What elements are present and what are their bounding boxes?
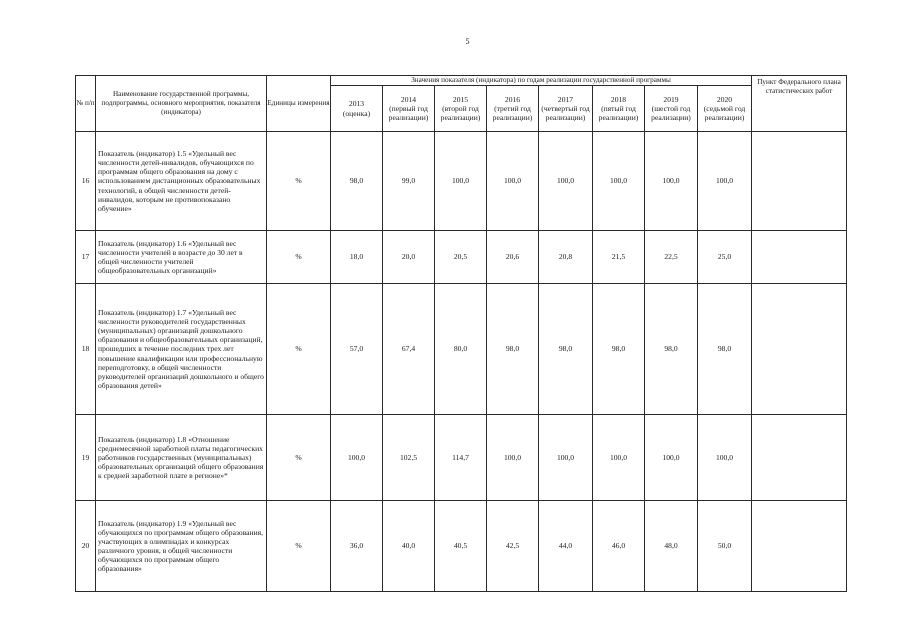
unit-cell: % [267, 231, 331, 284]
value-cell: 18,0 [331, 231, 383, 284]
header-values-group: Значения показателя (индикатора) по годам реализации государственной программы [331, 76, 752, 86]
plan-cell [752, 501, 847, 592]
plan-cell [752, 415, 847, 501]
value-cell: 100,0 [487, 132, 539, 231]
value-cell: 98,0 [698, 284, 752, 415]
table-row [76, 284, 847, 415]
value-cell: 98,0 [593, 284, 645, 415]
value-cell: 98,0 [645, 284, 698, 415]
indicator-name: Показатель (индикатор) 1.6 «Удельный вес численности учителей в возрасте до 30 лет в общей численности учителей общеобразовательных организаций» [96, 231, 267, 284]
value-cell: 99,0 [383, 132, 435, 231]
header-year-2014: 2014 (первый год реализации) [383, 86, 435, 132]
value-cell: 46,0 [593, 501, 645, 592]
page-number: 5 [465, 37, 470, 46]
indicator-name: Показатель (индикатор) 1.8 «Отношение среднемесячной заработной платы педагогических работников государственных (муниципальных) образовательных организаций общего образования к средней заработной плате в регионе»* [96, 415, 267, 501]
value-cell: 42,5 [487, 501, 539, 592]
table-row [76, 415, 847, 501]
value-cell: 20,8 [539, 231, 593, 284]
value-cell: 20,6 [487, 231, 539, 284]
row-number: 19 [76, 415, 96, 501]
value-cell: 40,5 [435, 501, 487, 592]
value-cell: 100,0 [539, 132, 593, 231]
value-cell: 20,0 [383, 231, 435, 284]
value-cell: 100,0 [698, 132, 752, 231]
value-cell: 100,0 [435, 132, 487, 231]
value-cell: 100,0 [593, 132, 645, 231]
header-year-2017: 2017 (четвертый год реализации) [539, 86, 593, 132]
header-year-2019: 2019 (шестой год реализации) [645, 86, 698, 132]
value-cell: 25,0 [698, 231, 752, 284]
value-cell: 20,5 [435, 231, 487, 284]
value-cell: 21,5 [593, 231, 645, 284]
table-row [76, 231, 847, 284]
unit-cell: % [267, 132, 331, 231]
value-cell: 98,0 [487, 284, 539, 415]
header-plan: Пункт Федерального плана статистических работ [752, 76, 847, 132]
unit-cell: % [267, 415, 331, 501]
value-cell: 44,0 [539, 501, 593, 592]
value-cell: 100,0 [645, 415, 698, 501]
row-number: 20 [76, 501, 96, 592]
unit-cell: % [267, 501, 331, 592]
plan-cell [752, 231, 847, 284]
row-number: 16 [76, 132, 96, 231]
row-number: 17 [76, 231, 96, 284]
value-cell: 50,0 [698, 501, 752, 592]
value-cell: 98,0 [539, 284, 593, 415]
value-cell: 40,0 [383, 501, 435, 592]
value-cell: 100,0 [331, 415, 383, 501]
plan-cell [752, 132, 847, 231]
header-year-2020: 2020 (седьмой год реализации) [698, 86, 752, 132]
indicator-name: Показатель (индикатор) 1.9 «Удельный вес обучающихся по программам общего образования, участвующих в олимпиадах и конкурсах различного уровня, в общей численности обучающихся по программам общего образования» [96, 501, 267, 592]
value-cell: 114,7 [435, 415, 487, 501]
unit-cell: % [267, 284, 331, 415]
value-cell: 98,0 [331, 132, 383, 231]
value-cell: 57,0 [331, 284, 383, 415]
value-cell: 36,0 [331, 501, 383, 592]
indicator-name: Показатель (индикатор) 1.7 «Удельный вес численности руководителей государственных (муниципальных) организаций дошкольного образования и общеобразовательных организаций, прошедших в течение последних трех лет повышение квалификации или профессиональную переподготовку, в общей численности руководителей организаций дошкольного и общего образования детей» [96, 284, 267, 415]
value-cell: 22,5 [645, 231, 698, 284]
header-no: № п/п [76, 76, 96, 132]
value-cell: 100,0 [539, 415, 593, 501]
value-cell: 100,0 [698, 415, 752, 501]
table-row [76, 501, 847, 592]
value-cell: 80,0 [435, 284, 487, 415]
value-cell: 102,5 [383, 415, 435, 501]
header-name: Наименование государственной программы, подпрограммы, основного мероприятия, показателя (индикатора) [96, 76, 267, 132]
plan-cell [752, 284, 847, 415]
header-units: Единицы измерения [267, 76, 331, 132]
value-cell: 100,0 [645, 132, 698, 231]
header-year-2015: 2015 (второй год реализации) [435, 86, 487, 132]
header-year-2016: 2016 (третий год реализации) [487, 86, 539, 132]
header-year-2018: 2018 (пятый год реализации) [593, 86, 645, 132]
value-cell: 48,0 [645, 501, 698, 592]
value-cell: 100,0 [487, 415, 539, 501]
table-row [76, 132, 847, 231]
indicator-name: Показатель (индикатор) 1.5 «Удельный вес численности детей-инвалидов, обучающихся по программам общего образования на дому с использованием дистанционных образовательных технологий, в общей численности детей-инвалидов, которым не противопоказано обучение» [96, 132, 267, 231]
value-cell: 100,0 [593, 415, 645, 501]
header-year-2013: 2013 (оценка) [331, 86, 383, 132]
indicators-table [75, 75, 847, 592]
row-number: 18 [76, 284, 96, 415]
value-cell: 67,4 [383, 284, 435, 415]
